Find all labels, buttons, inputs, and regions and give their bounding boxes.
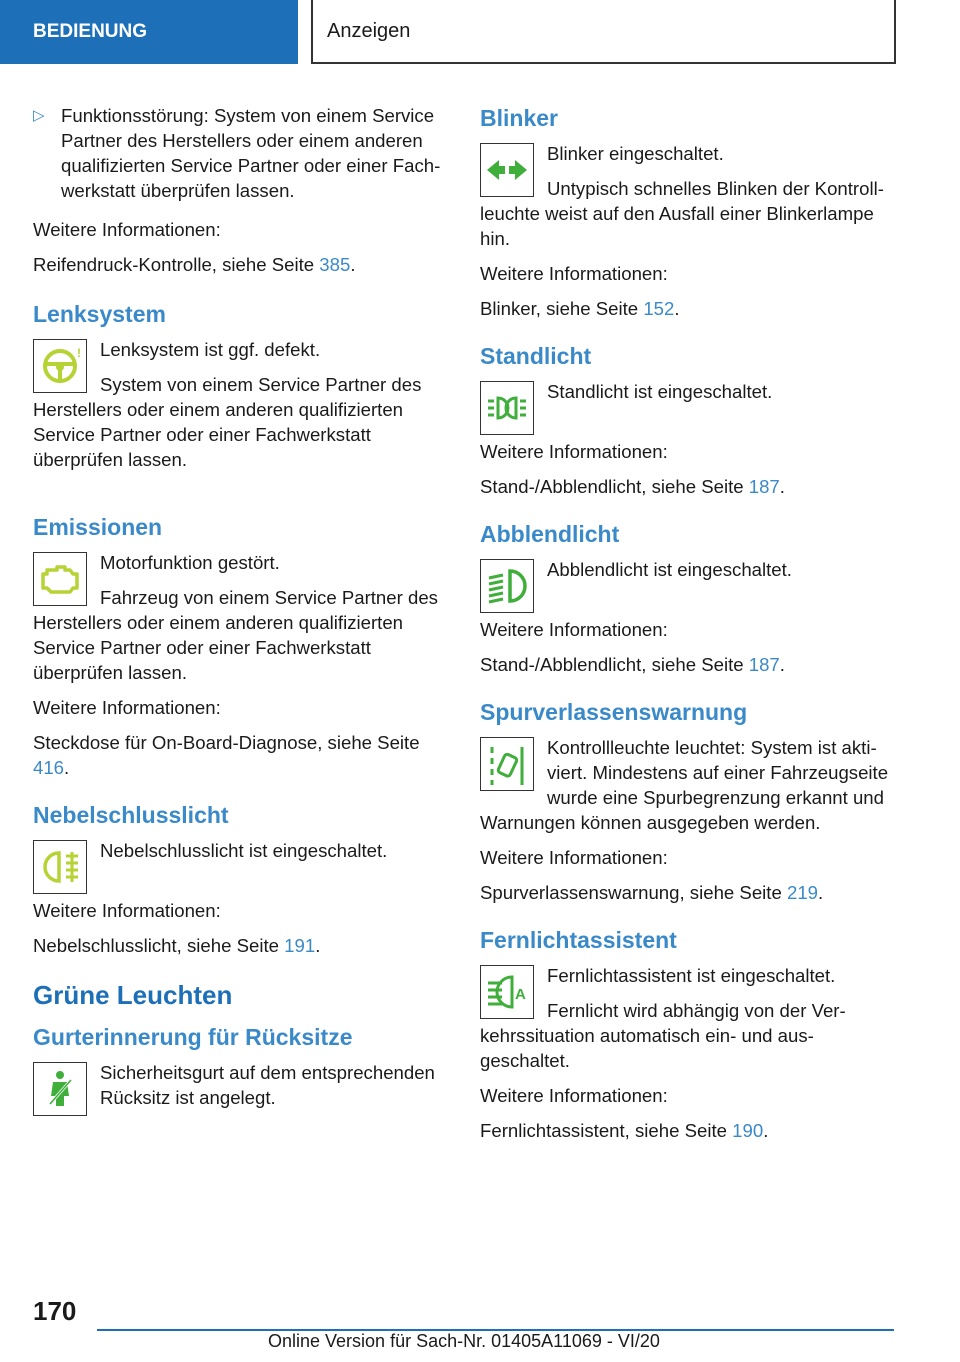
section-spurverlassenswarnung: Spurverlassenswarnung Kontrollleuchte leuchtet: System ist aktiviert. Mindestens auf einer Fahrzeugseite wurde eine Spurbegrenzung erkannt und Warnungen können ausgegeben werden. Weitere Informationen: Spurverlassenswarnung, siehe Seite 219.	[480, 697, 896, 905]
more-info-label: Weitere Informationen:	[33, 219, 221, 240]
section-heading: Fernlichtassistent	[480, 927, 677, 953]
section-gurterinnerung: Gurterinnerung für Rücksitze Sicherheitsgurt auf dem entsprechenden Rücksitz ist angelegt.	[33, 1022, 449, 1120]
section-heading: Spurverlassenswarnung	[480, 699, 748, 725]
section-heading: Nebelschlusslicht	[33, 802, 229, 828]
engine-icon	[33, 552, 87, 606]
page-link[interactable]: 416	[33, 757, 65, 778]
section-heading: Abblendlicht	[480, 521, 620, 547]
section-tab: BEDIENUNG	[0, 0, 298, 64]
triangle-bullet-icon: ▷	[33, 107, 45, 124]
section-nebelschlusslicht: Nebelschlusslicht Nebelschlusslicht ist eingeschaltet. Weitere Informationen: Nebelschlusslicht, siehe Seite 191.	[33, 800, 449, 958]
page-number: 170	[33, 1296, 77, 1326]
section-heading: Gurterinnerung für Rücksitze	[33, 1024, 353, 1050]
parking-light-icon	[480, 381, 534, 435]
reference: Stand-/Abblendlicht, siehe Seite 187.	[480, 654, 785, 675]
page-link[interactable]: 219	[786, 882, 819, 903]
reference: Nebelschlusslicht, siehe Seite 191.	[33, 935, 321, 956]
section-heading: Blinker	[480, 105, 558, 131]
section-lenksystem: Lenksystem ! Lenksystem ist ggf. defekt. System von einem Service Partner des Herstellers oder einem anderen qualifizierten Service Partner oder einer Fachwerkstatt überprüfen lassen.	[33, 299, 449, 482]
seatbelt-icon	[33, 1062, 87, 1116]
page-link[interactable]: 190	[732, 1120, 764, 1141]
bullet-item	[33, 103, 449, 203]
page-link[interactable]: 191	[284, 935, 316, 956]
bullet-text: Funktionsstörung: System von einem Service Partner des Herstellers oder einem anderen qualifizierten Service Partner oder einer Fachwerkstatt überprüfen lassen.	[61, 105, 441, 201]
chapter-heading: Grüne Leuchten	[33, 980, 233, 1010]
section-heading: Lenksystem	[33, 301, 166, 327]
lane-departure-icon	[480, 737, 534, 791]
svg-text:A: A	[515, 986, 526, 1003]
svg-text:!: !	[77, 346, 81, 360]
steering-warning-icon	[33, 339, 87, 393]
left-column	[33, 103, 449, 1140]
rear-fog-light-icon	[33, 840, 87, 894]
low-beam-icon	[480, 559, 534, 613]
section-fernlichtassistent: Fernlichtassistent A Fernlichtassistent ist eingeschaltet. Fernlicht wird abhängig von der Verkehrssituation automatisch ein- und ausgeschaltet. Weitere Informationen: Fernlichtassistent, siehe Seite 190.	[480, 925, 896, 1143]
reference: Blinker, siehe Seite 152.	[480, 298, 680, 319]
reference: Steckdose für On-Board-Diagnose, siehe Seite 416.	[33, 732, 420, 778]
section-emissionen: Emissionen Motorfunktion gestört. Fahrzeug von einem Service Partner des Herstellers oder einem anderen qualifizierten Service Partner oder einer Fachwerkstatt überprüfen lassen. Weitere Informationen: Steckdose für On-Board-Diagnose, siehe Seite 416.	[33, 512, 449, 780]
section-blinker: Blinker Blinker eingeschaltet. Untypisch schnelles Blinken der Kontrollleuchte weist auf den Ausfall einer Blinkerlampe hin. Weitere Informationen: Blinker, siehe Seite 152.	[480, 103, 896, 321]
page-link[interactable]: 187	[748, 654, 780, 675]
reference: Fernlichtassistent, siehe Seite 190.	[480, 1120, 769, 1141]
turn-signal-icon	[480, 143, 534, 197]
reference: Reifendruck-Kontrolle, siehe Seite 385.	[33, 254, 356, 275]
reference: Spurverlassenswarnung, siehe Seite 219.	[480, 882, 824, 903]
section-standlicht: Standlicht Standlicht ist eingeschaltet. Weitere Informationen: Stand-/Abblendlicht, siehe Seite 187.	[480, 341, 896, 499]
high-beam-assistant-icon	[480, 965, 534, 1019]
section-abblendlicht: Abblendlicht Abblendlicht ist eingeschaltet. Weitere Informationen: Stand-/Abblendlicht, siehe Seite 187.	[480, 519, 896, 677]
page-link[interactable]: 152	[643, 298, 675, 319]
page-title: Anzeigen	[311, 0, 896, 64]
page-link[interactable]: 187	[748, 476, 780, 497]
page-link[interactable]: 385	[319, 254, 351, 275]
right-column	[480, 103, 896, 1163]
section-heading: Emissionen	[33, 514, 163, 540]
reference: Stand-/Abblendlicht, siehe Seite 187.	[480, 476, 785, 497]
footer-text: Online Version für Sach-Nr. 01405A11069 - VI/20	[268, 1331, 660, 1351]
section-heading: Standlicht	[480, 343, 592, 369]
